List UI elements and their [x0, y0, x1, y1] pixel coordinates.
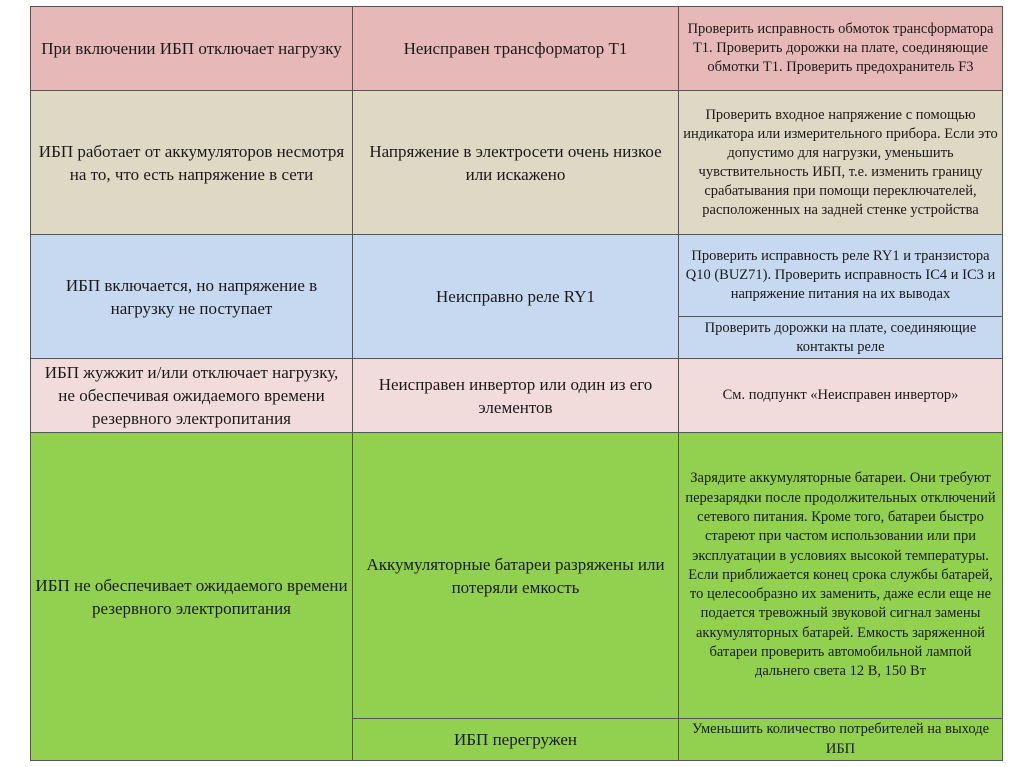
table-row — [31, 433, 1003, 719]
action-cell: Проверить исправность реле RY1 и транзистора Q10 (BUZ71). Проверить исправность IC4 и IC3 и напряжение питания на их выводах — [679, 235, 1003, 317]
symptom-cell: При включении ИБП отключает нагрузку — [31, 7, 353, 91]
table-row — [31, 7, 1003, 91]
action-cell: См. подпункт «Неисправен инвертор» — [679, 359, 1003, 433]
action-cell: Проверить исправность обмоток трансформатора Т1. Проверить дорожки на плате, соединяющие обмотки Т1. Проверить предохранитель F3 — [679, 7, 1003, 91]
symptom-cell: ИБП не обеспечивает ожидаемого времени резервного электропитания — [31, 433, 353, 761]
cause-cell: Неисправно реле RY1 — [353, 235, 679, 359]
cause-cell: Напряжение в электросети очень низкое или искажено — [353, 91, 679, 235]
cause-cell: Неисправен трансформатор Т1 — [353, 7, 679, 91]
action-cell: Зарядите аккумуляторные батареи. Они требуют перезарядки после продолжительных отключений сетевого питания. Кроме того, батареи быстро стареют при частом использовании или при эксплуатации в условиях высокой температуры. Если приближается конец срока службы батарей, то целесообразно их заменить, даже если еще не подается тревожный звуковой сигнал замены аккумуляторных батарей. Емкость заряженной батареи проверить автомобильной лампой дальнего света 12 В, 150 Вт — [679, 433, 1003, 719]
action-cell: Проверить дорожки на плате, соединяющие контакты реле — [679, 317, 1003, 359]
cause-cell: Неисправен инвертор или один из его элементов — [353, 359, 679, 433]
table-row — [31, 359, 1003, 433]
table-row — [31, 235, 1003, 317]
troubleshooting-table — [30, 6, 1003, 761]
cause-cell: ИБП перегружен — [353, 719, 679, 761]
action-cell: Уменьшить количество потребителей на выходе ИБП — [679, 719, 1003, 761]
troubleshooting-table-container — [30, 6, 1002, 761]
symptom-cell: ИБП жужжит и/или отключает нагрузку, не обеспечивая ожидаемого времени резервного электропитания — [31, 359, 353, 433]
action-cell: Проверить входное напряжение с помощью индикатора или измерительного прибора. Если это допустимо для нагрузки, уменьшить чувствительность ИБП, т.е. изменить границу срабатывания при помощи переключателей, расположенных на задней стенке устройства — [679, 91, 1003, 235]
table-row — [31, 91, 1003, 235]
symptom-cell: ИБП включается, но напряжение в нагрузку не поступает — [31, 235, 353, 359]
symptom-cell: ИБП работает от аккумуляторов несмотря на то, что есть напряжение в сети — [31, 91, 353, 235]
cause-cell: Аккумуляторные батареи разряжены или потеряли емкость — [353, 433, 679, 719]
